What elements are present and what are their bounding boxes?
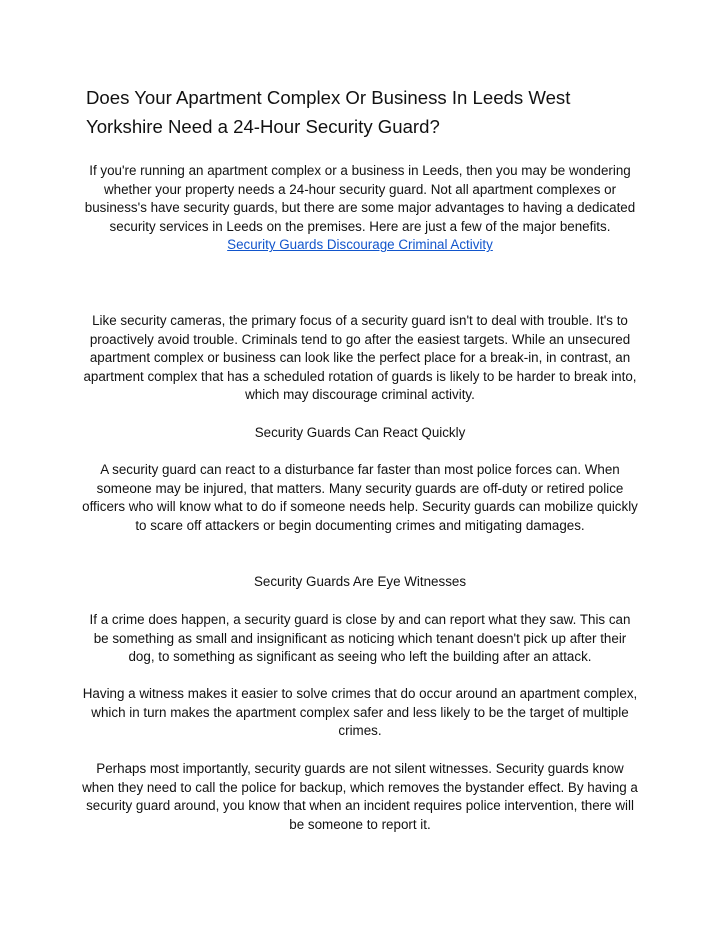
react-heading: Security Guards Can React Quickly: [254, 425, 466, 440]
react-paragraph: A security guard can react to a disturbance far faster than most police forces can. When someone may be injured, that matters. Many security guards are off-duty or retired police officers who will know what to do if someone needs help. Security guards can mobilize quickly to scare off attackers or begin documenting crimes and mitigating damages.: [82, 462, 638, 533]
witness-heading: Security Guards Are Eye Witnesses: [253, 574, 467, 589]
intro-text: If you're running an apartment complex or a business in Leeds, then you may be wondering whether your property needs a 24-hour security guard. Not all apartment complexes or business's have security guards, but there are some major advantages to having a dedicated security services in Leeds on the premises. Here are just a few of the major benefits.: [84, 163, 636, 234]
document-title: Does Your Apartment Complex Or Business In Leeds West Yorkshire Need a 24-Hour Security Guard?: [86, 87, 571, 137]
discourage-paragraph: Like security cameras, the primary focus of a security guard isn't to deal with trouble. It's to proactively avoid trouble. Criminals tend to go after the easiest targets. While an unsecured apartment complex or business can look like the perfect place for a break-in, in contrast, an apartment complex that has a scheduled rotation of guards is likely to be harder to break into, which may discourage criminal activity.: [83, 313, 637, 403]
witness-paragraph-1: If a crime does happen, a security guard is close by and can report what they saw. This can be something as small and insignificant as noticing which tenant doesn't pick up after their dog, to something as significant as seeing who left the building after an attack.: [89, 612, 631, 665]
final-paragraph: Perhaps most importantly, security guards are not silent witnesses. Security guards know when they need to call the police for backup, which removes the bystander effect. By having a security guard around, you know that when an incident requires police intervention, there will be someone to report it.: [82, 761, 638, 832]
intro-paragraph: [82, 162, 638, 255]
witness-paragraph-2: Having a witness makes it easier to solve crimes that do occur around an apartment complex, which in turn makes the apartment complex safer and less likely to be the target of multiple crimes.: [82, 686, 638, 739]
security-guards-link[interactable]: Security Guards Discourage Criminal Activity: [227, 237, 493, 253]
